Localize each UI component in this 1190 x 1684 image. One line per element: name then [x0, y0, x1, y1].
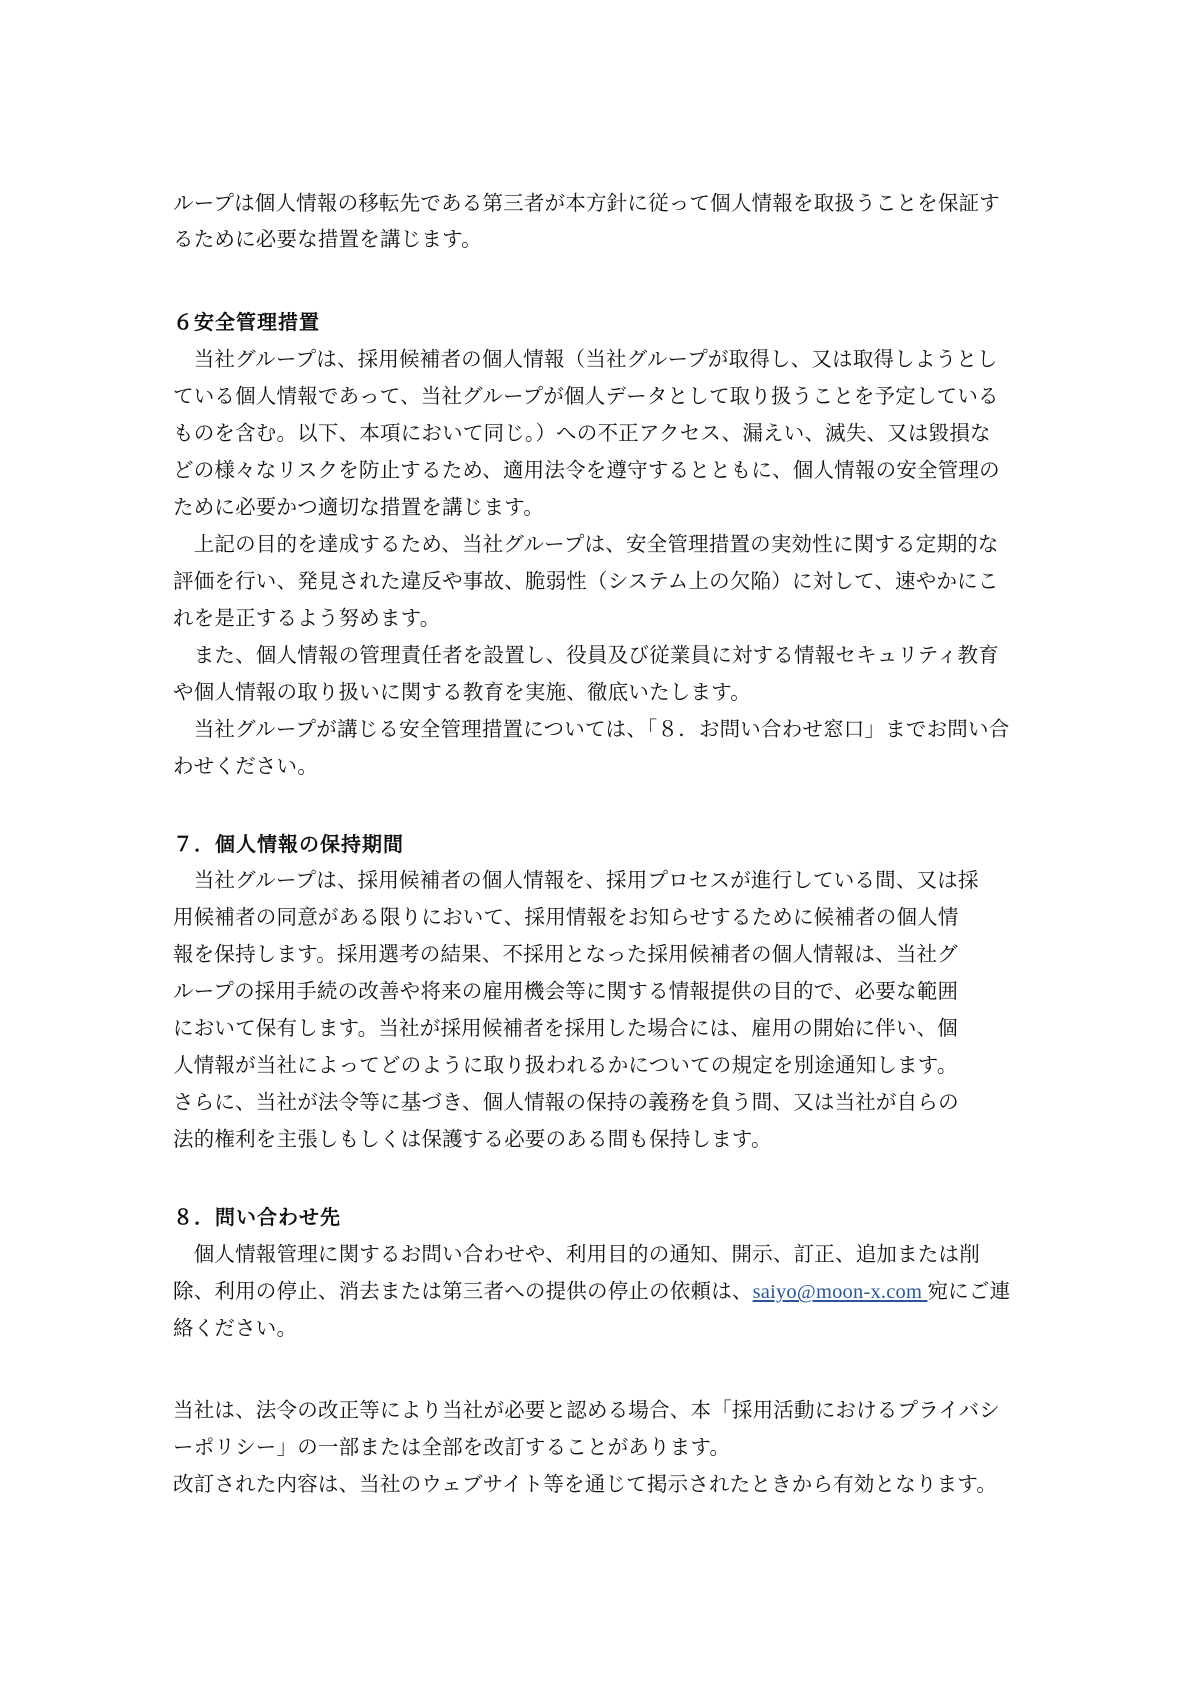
paragraph-line: るために必要な措置を講じます。 [173, 227, 482, 251]
paragraph-line: 法的権利を主張しもしくは保護する必要のある間も保持します。 [173, 1127, 772, 1151]
section-7-heading: ７．個人情報の保持期間 [173, 832, 404, 856]
paragraph-line: 絡ください。 [173, 1316, 298, 1340]
paragraph-line: 個人情報管理に関するお問い合わせや、利用目的の通知、開示、訂正、追加または削 [173, 1242, 980, 1266]
paragraph-line: どの様々なリスクを防止するため、適用法令を遵守するとともに、個人情報の安全管理の [173, 458, 1000, 482]
paragraph-line: 当社は、法令の改正等により当社が必要と認める場合、本「採用活動におけるプライバシ [173, 1398, 1000, 1422]
section-6-heading: ６安全管理措置 [173, 310, 320, 334]
paragraph-line: 当社グループが講じる安全管理措置については、「８．お問い合わせ窓口」までお問い合 [173, 717, 1010, 741]
contact-email-link[interactable]: saiyo@moon-x.com [752, 1281, 928, 1303]
paragraph-line: 当社グループは、採用候補者の個人情報（当社グループが取得し、又は取得しようとし [173, 347, 998, 371]
paragraph-line: 改訂された内容は、当社のウェブサイト等を通じて掲示されたときから有効となります。 [173, 1472, 998, 1496]
paragraph-line: ループは個人情報の移転先である第三者が本方針に従って個人情報を取扱うことを保証す [173, 191, 1000, 215]
paragraph-line: 当社グループは、採用候補者の個人情報を、採用プロセスが進行している間、又は採 [173, 868, 979, 892]
paragraph-line: 上記の目的を達成するため、当社グループは、安全管理措置の実効性に関する定期的な [173, 532, 999, 556]
paragraph-line: ために必要かつ適切な措置を講じます。 [173, 495, 544, 519]
paragraph-line: また、個人情報の管理責任者を設置し、役員及び従業員に対する情報セキュリティ教育 [173, 643, 999, 667]
paragraph-text: 宛にご連 [927, 1279, 1011, 1303]
paragraph-line-with-email [173, 1277, 1010, 1306]
paragraph-line: ーポリシー」の一部または全部を改訂することがあります。 [173, 1435, 731, 1459]
paragraph-line: や個人情報の取り扱いに関する教育を実施、徹底いたします。 [173, 680, 751, 704]
paragraph-line: ループの採用手続の改善や将来の雇用機会等に関する情報提供の目的で、必要な範囲 [173, 979, 959, 1003]
paragraph-line: 評価を行い、発見された違反や事故、脆弱性（システム上の欠陥）に対して、速やかにこ [173, 569, 999, 593]
paragraph-text: 除、利用の停止、消去または第三者への提供の停止の依頼は、 [173, 1279, 753, 1303]
paragraph-line: わせください。 [173, 754, 318, 778]
paragraph-line: ている個人情報であって、当社グループが個人データとして取り扱うことを予定している [173, 384, 999, 408]
paragraph-line: 人情報が当社によってどのように取り扱われるかについての規定を別途通知します。 [173, 1053, 958, 1077]
paragraph-line: さらに、当社が法令等に基づき、個人情報の保持の義務を負う間、又は当社が自らの [173, 1090, 959, 1114]
paragraph-line: 報を保持します。採用選考の結果、不採用となった採用候補者の個人情報は、当社グ [173, 942, 958, 966]
paragraph-line: において保有します。当社が採用候補者を採用した場合には、雇用の開始に伴い、個 [173, 1016, 958, 1040]
paragraph-line: 用候補者の同意がある限りにおいて、採用情報をお知らせするために候補者の個人情 [173, 905, 959, 929]
paragraph-line: れを是正するよう努めます。 [173, 606, 441, 630]
paragraph-line: ものを含む。以下、本項において同じ。）への不正アクセス、漏えい、滅失、又は毀損な [173, 421, 991, 445]
section-8-heading: ８．問い合わせ先 [173, 1205, 341, 1229]
